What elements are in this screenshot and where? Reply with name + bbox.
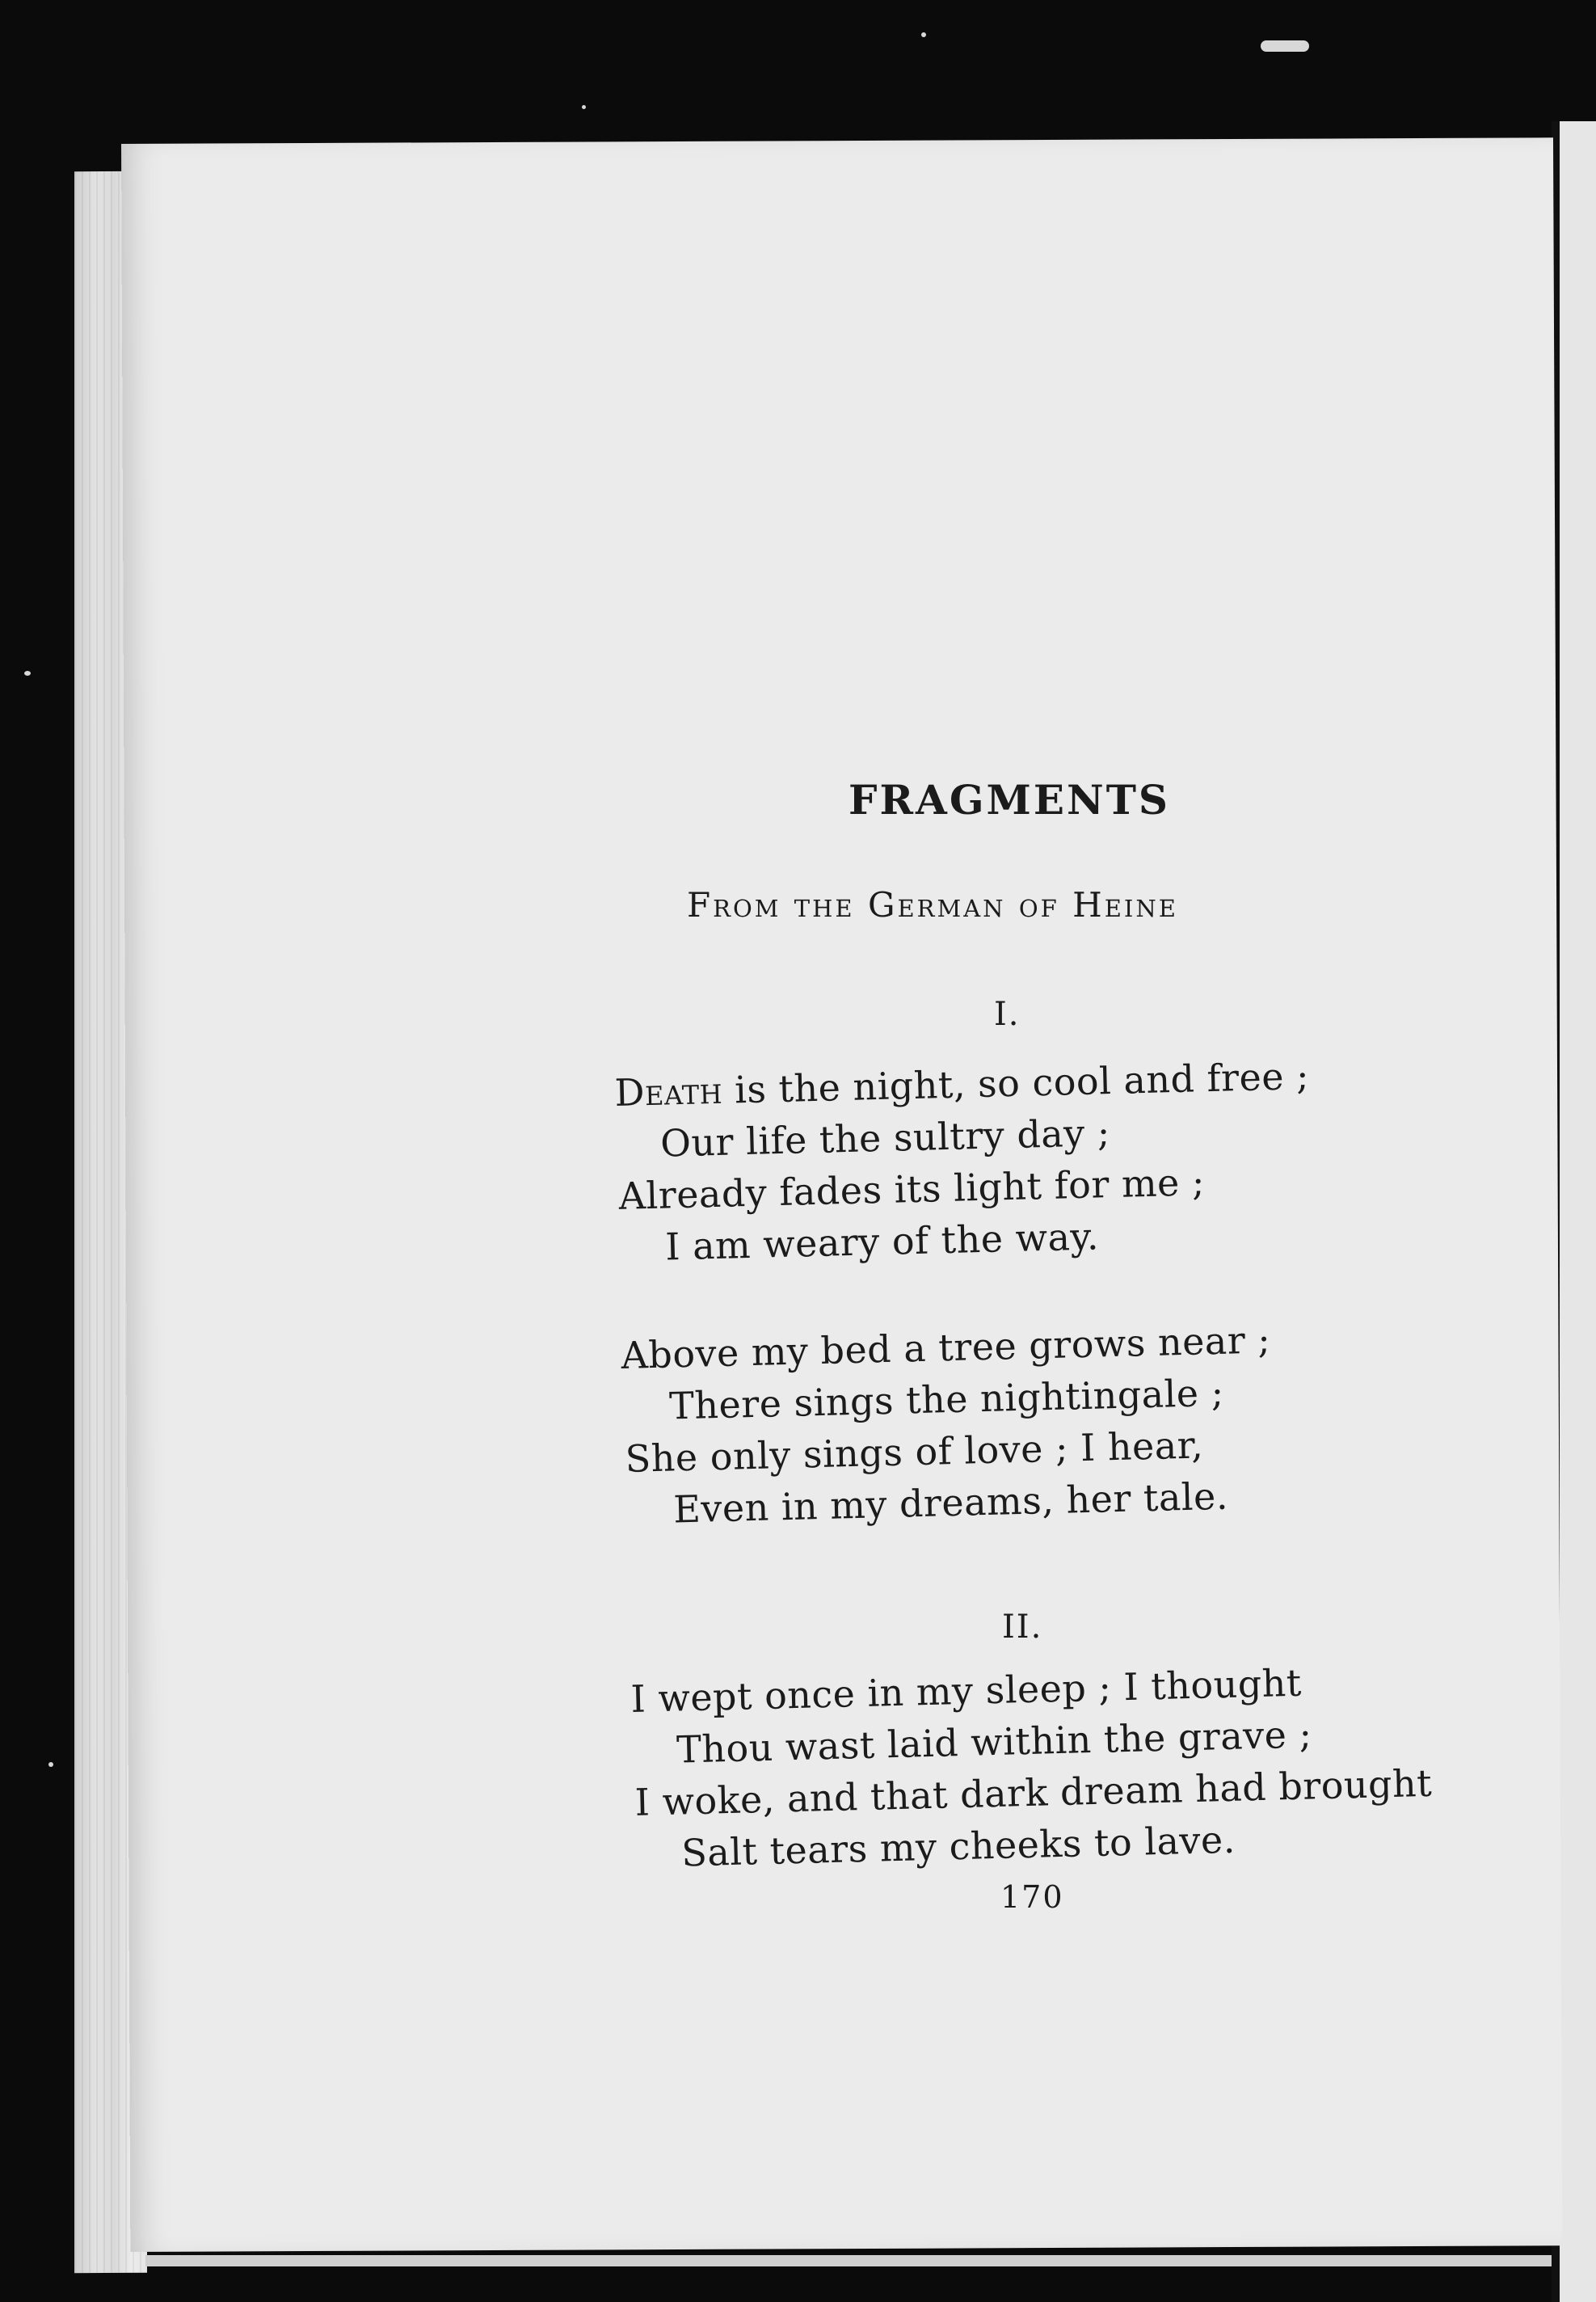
verse-line: Already fades its light for me ;: [618, 1160, 1206, 1218]
section-numeral-2: II.: [1002, 1608, 1043, 1646]
dust-speck: [582, 105, 586, 109]
dust-speck: [48, 1762, 53, 1767]
page-number: 170: [1000, 1879, 1064, 1915]
verse-line: Thou wast laid within the grave ;: [676, 1712, 1313, 1772]
verse-line: I woke, and that dark dream had brought: [634, 1760, 1433, 1824]
dust-speck: [24, 671, 31, 676]
section-numeral-1: I.: [994, 996, 1021, 1033]
verse-line: Our life the sultry day ;: [659, 1111, 1111, 1166]
verse-line: Above my bed a tree grows near ;: [621, 1318, 1271, 1377]
dust-speck: [1261, 40, 1309, 52]
verse-first-word: Death: [614, 1068, 723, 1115]
poem-title: FRAGMENTS: [849, 776, 1171, 824]
verse-line: Even in my dreams, her tale.: [672, 1474, 1229, 1532]
verse-line: I am weary of the way.: [664, 1214, 1100, 1269]
verse-line: Salt tears my cheeks to lave.: [680, 1817, 1236, 1875]
verse-line: She only sings of love ; I hear,: [625, 1423, 1204, 1481]
page-bottom-edge: [145, 2255, 1568, 2266]
verse-line-rest: is the night, so cool and free ;: [722, 1053, 1310, 1112]
poem-subtitle: From the German of Heine: [687, 885, 1178, 925]
verse-line: I wept once in my sleep ; I thought: [630, 1660, 1303, 1721]
verse-line: There sings the nightingale ;: [668, 1370, 1225, 1428]
dust-speck: [921, 32, 926, 37]
